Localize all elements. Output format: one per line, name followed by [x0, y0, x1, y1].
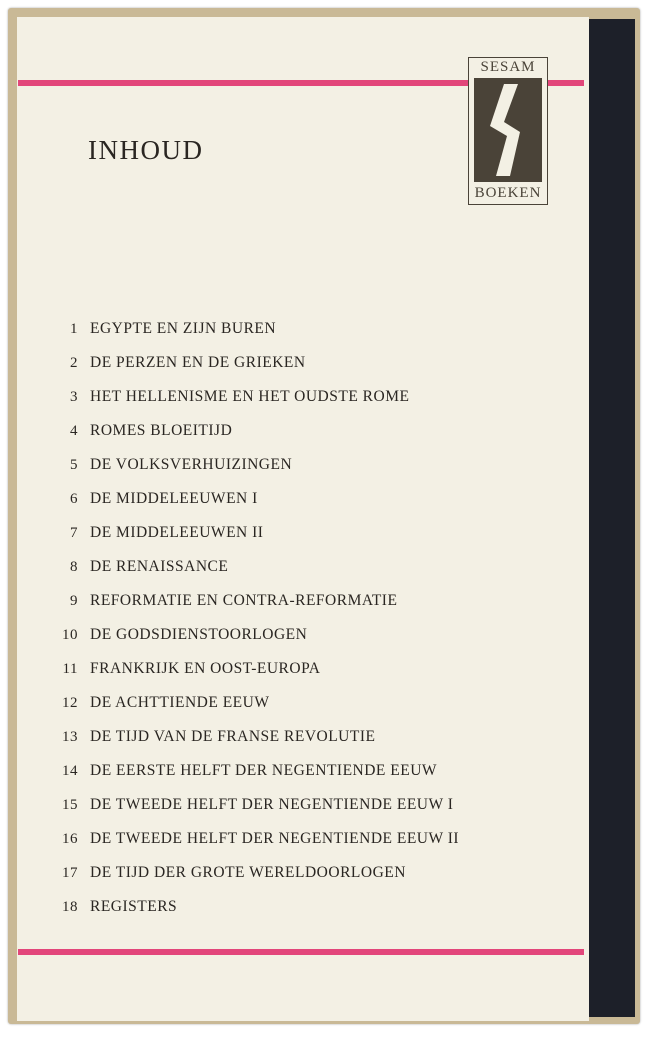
toc-item-title: DE TIJD DER GROTE WERELDOORLOGEN	[90, 864, 406, 881]
toc-item-title: DE EERSTE HELFT DER NEGENTIENDE EEUW	[90, 762, 438, 779]
toc-item	[40, 652, 560, 686]
toc-item	[40, 890, 560, 924]
toc-item-number: 5	[70, 456, 78, 473]
toc-item	[40, 482, 560, 516]
toc-item-title: ROMES BLOEITIJD	[90, 422, 233, 439]
toc-item	[40, 448, 560, 482]
toc-item-number: 2	[70, 354, 78, 371]
toc-item-title: EGYPTE EN ZIJN BUREN	[90, 320, 277, 337]
toc-item	[40, 720, 560, 754]
toc-item-title: REFORMATIE EN CONTRA-REFORMATIE	[90, 592, 398, 609]
toc-item-number: 7	[70, 524, 78, 541]
logo-bottom-text: BOEKEN	[474, 185, 542, 201]
toc-item	[40, 380, 560, 414]
toc-item-title: DE MIDDELEEUWEN I	[90, 490, 258, 507]
bottom-pink-rule	[18, 949, 584, 955]
toc-item-title: DE ACHTTIENDE EEUW	[90, 694, 270, 711]
toc-item	[40, 856, 560, 890]
toc-item	[40, 414, 560, 448]
toc-item-title: DE TIJD VAN DE FRANSE REVOLUTIE	[90, 728, 376, 745]
toc-item	[40, 346, 560, 380]
toc-item-title: DE PERZEN EN DE GRIEKEN	[90, 354, 306, 371]
toc-item	[40, 550, 560, 584]
sesam-boeken-logo	[468, 57, 548, 205]
toc-item-number: 11	[62, 660, 78, 677]
toc-item-number: 6	[70, 490, 78, 507]
toc-item-number: 18	[62, 898, 78, 915]
toc-item-number: 8	[70, 558, 78, 575]
toc-item-title: FRANKRIJK EN OOST-EUROPA	[90, 660, 321, 677]
toc-item-number: 12	[62, 694, 78, 711]
book-spine	[589, 19, 635, 1017]
toc-item-number: 4	[70, 422, 78, 439]
toc-item-number: 3	[70, 388, 78, 405]
toc-item	[40, 754, 560, 788]
toc-item-number: 14	[62, 762, 78, 779]
toc-item-title: DE VOLKSVERHUIZINGEN	[90, 456, 293, 473]
toc-item	[40, 822, 560, 856]
toc-item-title: DE TWEEDE HELFT DER NEGENTIENDE EEUW I	[90, 796, 454, 813]
toc-item	[40, 516, 560, 550]
toc-item	[40, 584, 560, 618]
zigzag-emblem-icon	[474, 78, 542, 182]
logo-top-text: SESAM	[480, 59, 536, 75]
toc-item-number: 1	[70, 320, 78, 337]
toc-item-number: 15	[62, 796, 78, 813]
toc-item-title: REGISTERS	[90, 898, 178, 915]
toc-item-title: DE RENAISSANCE	[90, 558, 229, 575]
toc-item-title: HET HELLENISME EN HET OUDSTE ROME	[90, 388, 410, 405]
toc-item	[40, 618, 560, 652]
toc-item-number: 16	[62, 830, 78, 847]
toc-item-number: 17	[62, 864, 78, 881]
contents-heading: INHOUD	[88, 135, 204, 165]
toc-item-number: 9	[70, 592, 78, 609]
toc-item	[40, 686, 560, 720]
toc-item-number: 13	[62, 728, 78, 745]
toc-item	[40, 312, 560, 346]
toc-item-number: 10	[62, 626, 78, 643]
toc-item-title: DE GODSDIENSTOORLOGEN	[90, 626, 308, 643]
toc-item-title: DE TWEEDE HELFT DER NEGENTIENDE EEUW II	[90, 830, 460, 847]
table-of-contents	[40, 312, 560, 924]
toc-item-title: DE MIDDELEEUWEN II	[90, 524, 264, 541]
toc-item	[40, 788, 560, 822]
